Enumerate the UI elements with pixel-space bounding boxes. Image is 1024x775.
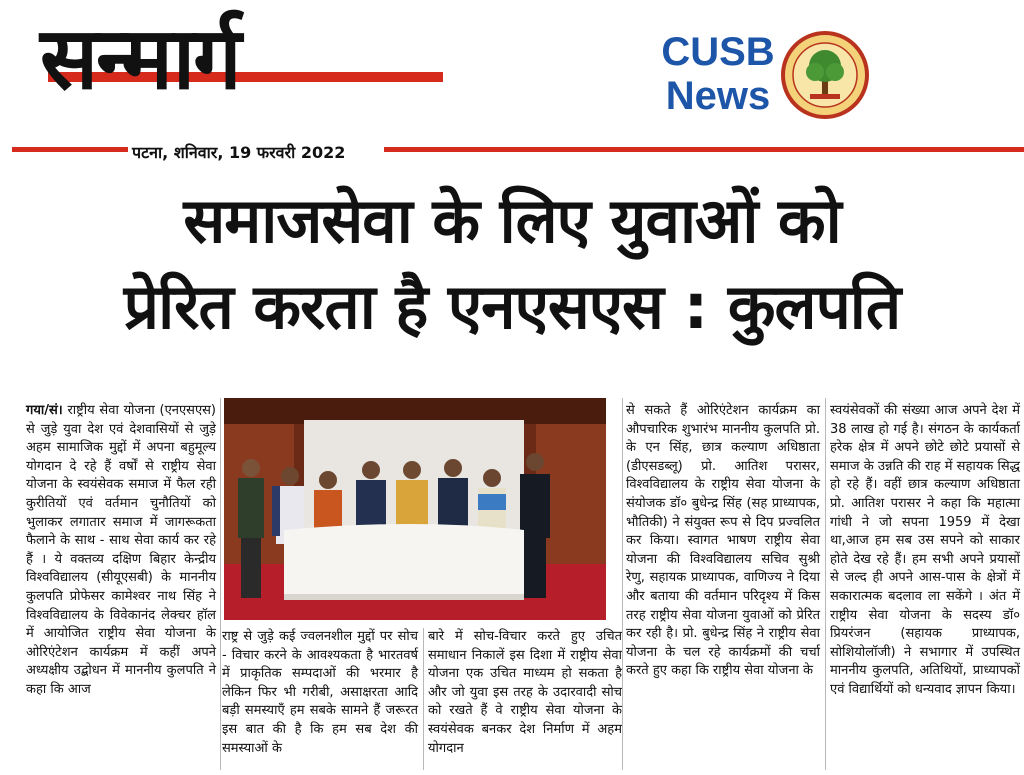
university-emblem-icon	[780, 30, 870, 120]
article-column-2a	[222, 628, 418, 772]
event-photo	[224, 398, 606, 620]
dateline-lead: गया/सं।	[26, 403, 63, 418]
article-column-1	[26, 402, 216, 772]
column-divider	[825, 398, 826, 770]
dateline: पटना, शनिवार, 19 फरवरी 2022	[132, 143, 346, 162]
article-text: राष्ट्रीय सेवा योजना (एनएसएस) से जुड़े युवा देश एवं देशवासियों से जुड़े अहम सामाजिक मुद्दों में अपना बहुमूल्य योगदान दे रहे हैं वर्षों से राष्ट्रीय सेवा योजना के स्वयंसेवक समाज में फैल रही कुरीतियों एवं वर्तमान चुनौतियों को भुलाकर लगातार समाज में जागरूकता फैलाने के साथ - साथ सेवा कार्य कर रहे हैं । ये वक्तव्य दक्षिण बिहार केन्द्रीय विश्वविद्यालय (सीयूएसबी) के माननीय कुलपति प्रोफेसर कामेश्वर नाथ सिंह ने विश्वविद्यालय के विवेकानंद लेक्चर हॉल में आयोजित राष्ट्रीय सेवा योजना के ओरिएंटेशन कार्यक्रम में कहीं अपने अध्यक्षीय उद्बोधन में माननीय कुलपति ने कहा कि आज	[26, 403, 216, 697]
article-column-2b	[428, 628, 622, 772]
article-paragraph	[26, 402, 216, 700]
column-divider	[622, 398, 623, 770]
article-text: स्वयंसेवकों की संख्या आज अपने देश में 38 लाख हो गई है। संगठन के कार्यकर्ता हरेक क्षेत्र में अपने छोटे छोटे प्रयासों से समाज के उन्नति की राह में सहायक सिद्ध हो रहे हैं। वहीं छात्र कल्याण अधिष्ठाता प्रो. आतिश परासर ने कहा कि महात्मा गांधी ने जो सपना 1959 में देखा था,आज हम सब उस सपने को साकार होते देख रहे हैं। हम सभी अपने प्रयासों से जल्द ही अपने आस-पास के क्षेत्रों में सकारात्मक बदलाव ला सकेंगे । अंत में राष्ट्रीय सेवा योजना के सदस्य डॉ० प्रियरंजन (सहायक प्राध्यापक, सोशियोलॉजी) ने सभागार में उपस्थित माननीय कुलपति, अतिथियों, प्राध्यापकों एवं विद्यार्थियों को धन्यवाद ज्ञापन किया।	[830, 403, 1020, 697]
brand-line-news: News	[665, 74, 771, 118]
headline	[0, 178, 1024, 378]
article-text: राष्ट्र से जुड़े कई ज्वलनशील मुद्दों पर सोच - विचार करने के आवश्यकता है भारतवर्ष में प्राकृतिक सम्पदाओं की भरमार है लेकिन फिर भी गरीबी, असाक्षरता आदि बड़ी समस्याएँ हम सबके सामने हैं जरूरत इस बात की है कि हम सब देश की समस्याओं के	[222, 629, 418, 756]
column-divider	[220, 398, 221, 770]
cusb-news-branding	[658, 30, 778, 130]
column-divider	[423, 628, 424, 770]
brand-line-cusb: CUSB	[661, 30, 775, 74]
masthead	[40, 9, 490, 138]
red-rule-right	[384, 147, 1024, 152]
red-rule-left	[12, 147, 128, 152]
article-text: से सकते हैं ओरिएंटेशन कार्यक्रम का औपचारिक शुभारंभ माननीय कुलपति प्रो. के एन सिंह, छात्र कल्याण अधिष्ठाता (डीएसडब्लू) प्रो. आतिश परासर, विश्वविद्यालय के राष्ट्रीय सेवा योजना के संयोजक डॉ० बुधेन्द्र सिंह (सह प्राध्यापक, भौतिकी) ने संयुक्त रूप से दिप प्रज्वलित कर किया। स्वागत भाषण राष्ट्रीय सेवा योजना की विश्वविद्यालय सचिव सुश्री रेणु, सहायक प्राध्यापक, वाणिज्य ने दिया और बताया की वर्तमान परिदृश्य में किस तरह राष्ट्रीय सेवा योजना युवाओं को प्रेरित कर रही है। प्रो. बुधेन्द्र सिंह ने राष्ट्रीय सेवा योजना के चल रहे कार्यक्रमों की चर्चा करते हुए कहा कि राष्ट्रीय सेवा योजना के	[626, 403, 820, 679]
headline-line-2: प्रेरित करता है एनएसएस : कुलपति	[123, 270, 901, 343]
newspaper-logo: सन्मार्ग	[40, 9, 240, 109]
article-column-4	[830, 402, 1020, 772]
article-text: बारे में सोच-विचार करते हुए उचित समाधान निकालें इस दिशा में राष्ट्रीय सेवा योजना एक उचित माध्यम हो सकता है और जो युवा इस तरह के उदारवादी सोच को रखते हैं वे राष्ट्रीय सेवा योजना के स्वयंसेवक बनकर देश निर्माण में अहम योगदान	[428, 629, 622, 756]
headline-line-1: समाजसेवा के लिए युवाओं को	[183, 184, 841, 257]
article-column-3	[626, 402, 820, 772]
